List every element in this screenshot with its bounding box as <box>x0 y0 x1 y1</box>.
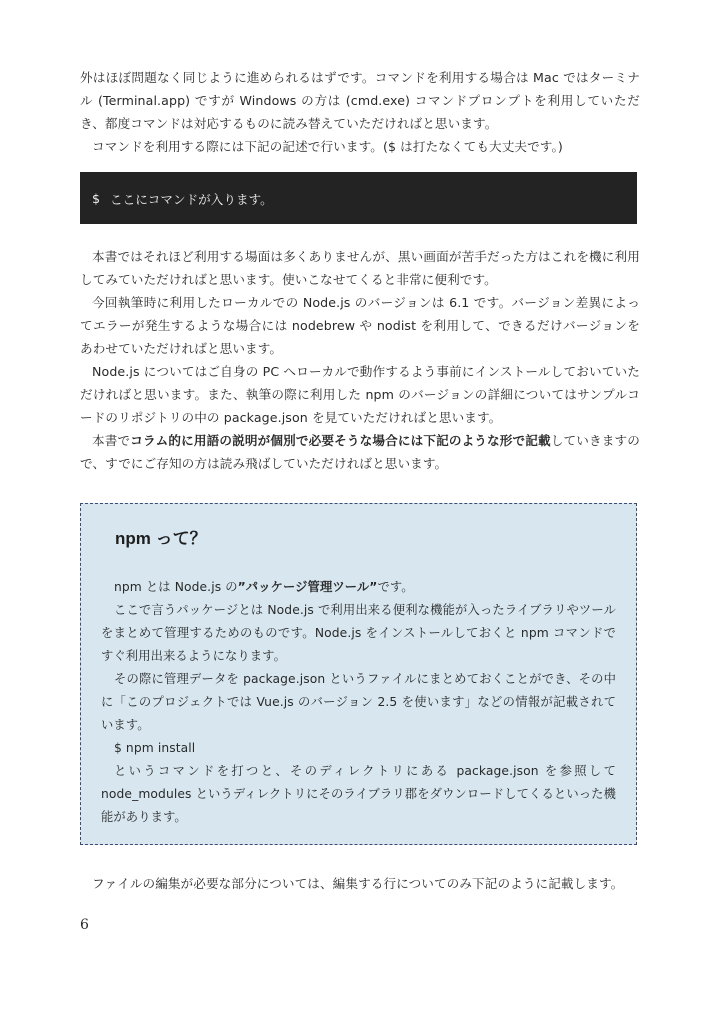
command-example-box <box>80 172 637 224</box>
intro-paragraph-1: 外はほぼ問題なく同じように進められるはずです。コマンドを利用する場合は Mac ではターミナル (Terminal.app) ですが Windows の方は (cmd.exe) コマンドプロンプトを利用していただき、都度コマンドは対応するものに読み替えていただければと思います。 <box>80 70 640 131</box>
intro-paragraph-2: コマンドを利用する際には下記の記述で行います。($ は打たなくても大丈夫です。) <box>92 139 563 154</box>
column-paragraph-2: ここで言うパッケージとは Node.js で利用出来る便利な機能が入ったライブラリやツールをまとめて管理するためのものです。Node.js をインストールしておくと npm コマンドですぐ利用出来るようになります。 <box>101 603 616 663</box>
body-paragraph-4-lead: 本書で <box>92 433 131 448</box>
body-paragraph-4-emphasis: コラム的に用語の説明が個別で必要そうな場合には下記のような形で記載 <box>130 433 551 448</box>
command-prompt-symbol: $ <box>92 190 101 206</box>
body-paragraph-4 <box>80 429 640 475</box>
command-example-text: ここにコマンドが入ります。 <box>110 191 273 207</box>
body-paragraph-3: Node.js についてはご自身の PC へローカルで動作するよう事前にインストールしておいていただければと思います。また、執筆の際に利用した npm のバージョンの詳細についてはサンプルコードのリポジトリの中の package.json を見ていただければと思います。 <box>80 364 640 425</box>
column-command: $ npm install <box>114 741 196 755</box>
column-body <box>101 576 616 829</box>
column-box <box>80 503 637 845</box>
page-content <box>80 66 640 895</box>
column-paragraph-1 <box>101 576 616 599</box>
column-title: npm って？ <box>115 529 207 548</box>
page-number: 6 <box>80 917 89 933</box>
body-paragraph-2: 今回執筆時に利用したローカルでの Node.js のバージョンは 6.1 です。バージョン差異によってエラーが発生するような場合には nodebrew や nodist を利用して、できるだけバージョンをあわせていただければと思います。 <box>80 295 640 356</box>
column-paragraph-1-emphasis: ”パッケージ管理ツール” <box>237 580 378 594</box>
column-paragraph-1-lead: npm とは Node.js の <box>114 580 238 594</box>
column-paragraph-1-tail: です。 <box>377 580 414 594</box>
column-paragraph-4: というコマンドを打つと、そのディレクトリにある package.json を参照して node_modules というディレクトリにそのライブラリ郡をダウンロードしてくるといった機能があります。 <box>101 764 616 824</box>
body-paragraph-1: 本書ではそれほど利用する場面は多くありませんが、黒い画面が苦手だった方はこれを機に利用してみていただければと思います。使いこなせてくると非常に便利です。 <box>80 249 640 287</box>
column-paragraph-3: その際に管理データを package.json というファイルにまとめておくことができ、その中に「このプロジェクトでは Vue.js のバージョン 2.5 を使います」などの情報が記載されています。 <box>101 672 616 732</box>
trailing-paragraph: ファイルの編集が必要な部分については、編集する行についてのみ下記のように記載します。 <box>92 876 624 891</box>
body-paragraph-4-tail: していきますので、すでにご存知の方は読み飛ばしていただければと思います。 <box>80 433 640 471</box>
